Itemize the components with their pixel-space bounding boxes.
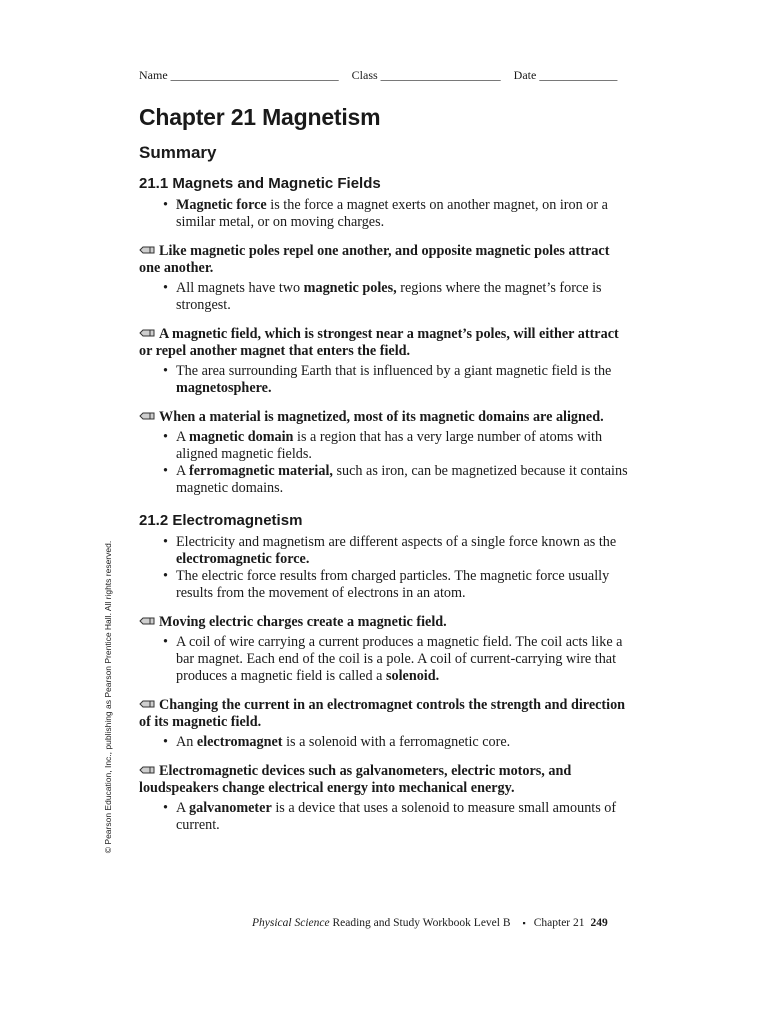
key-concept	[139, 326, 629, 360]
bullet-text: is a region that has a very large number of atoms with aligned magnetic fields.	[176, 429, 603, 462]
separator-dot: ▪	[522, 918, 526, 928]
bullet-text: Electricity and magnetism are different aspects of a single force known as the	[176, 534, 617, 550]
key-concept-text: Electromagnetic devices such as galvanometers, electric motors, and loudspeakers change electrical energy into mechanical energy.	[139, 763, 572, 796]
pencil-icon	[139, 329, 155, 337]
key-concept-text: When a material is magnetized, most of its magnetic domains are aligned.	[159, 409, 604, 425]
key-concept-text: Changing the current in an electromagnet controls the strength and direction of its magnetic field.	[139, 697, 626, 730]
bullet-text: The area surrounding Earth that is influenced by a giant magnetic field is the	[176, 363, 612, 379]
page-number: 249	[590, 917, 608, 929]
bullet-item	[139, 534, 629, 568]
term: ferromagnetic material,	[189, 463, 333, 479]
summary-heading: Summary	[139, 143, 217, 162]
bullet-text: The electric force results from charged particles. The magnetic force usually results from the movement of electrons in an atom.	[176, 568, 610, 601]
key-concept	[139, 243, 629, 277]
pencil-icon	[139, 412, 155, 420]
pencil-icon	[139, 766, 155, 774]
bullet-list	[139, 534, 629, 602]
key-concept	[139, 697, 629, 731]
bullet-text: is a device that uses a solenoid to measure small amounts of current.	[176, 800, 617, 833]
pencil-icon	[139, 617, 155, 625]
key-concept	[139, 409, 629, 426]
key-concept-text: Moving electric charges create a magnetic field.	[159, 614, 447, 630]
bullet-item	[139, 429, 629, 463]
chapter-label: Chapter 21	[533, 917, 585, 929]
term: electromagnet	[196, 734, 283, 750]
student-info-header	[139, 68, 639, 83]
bullet-text: such as iron, can be magnetized because it contains magnetic domains.	[176, 463, 628, 496]
chapter-title: Chapter 21 Magnetism	[139, 104, 381, 130]
copyright-sidebar	[98, 540, 118, 854]
bullet-text: An	[176, 734, 197, 750]
term: electromagnetic force.	[176, 551, 310, 567]
book-title-italic: Physical Science	[252, 917, 330, 929]
key-concept-text: Like magnetic poles repel one another, and opposite magnetic poles attract one another.	[139, 243, 610, 276]
bullet-text: A	[176, 800, 190, 816]
bullet-text: is the force a magnet exerts on another magnet, on iron or a similar metal, or on moving charges.	[176, 197, 608, 230]
bullet-text: A	[176, 463, 190, 479]
term: galvanometer	[189, 800, 272, 816]
bullet-list	[139, 634, 629, 685]
date-field: Date _____________	[513, 68, 618, 82]
bullet-item	[139, 568, 629, 602]
term: Magnetic force	[176, 197, 267, 213]
bullet-item	[139, 463, 629, 497]
key-concept	[139, 763, 629, 797]
summary-content	[139, 172, 629, 834]
bullet-item	[139, 197, 629, 231]
bullet-item	[139, 800, 629, 834]
key-concept-text: A magnetic field, which is strongest near a magnet’s poles, will either attract or repel another magnet that enters the field.	[139, 326, 619, 359]
section-heading: 21.1 Magnets and Magnetic Fields	[139, 175, 381, 192]
bullet-list	[139, 800, 629, 834]
bullet-text: regions where the magnet’s force is strongest.	[176, 280, 602, 313]
bullet-item	[139, 363, 629, 397]
bullet-list	[139, 280, 629, 314]
term: magnetic domain	[189, 429, 294, 445]
bullet-text: A coil of wire carrying a current produces a magnetic field. The coil acts like a bar magnet. Each end of the coil is a pole. A coil of current-carrying wire that produces a magnetic field is called a	[176, 634, 623, 684]
bullet-item	[139, 280, 629, 314]
bullet-list	[139, 734, 629, 751]
name-field: Name ____________________________	[139, 68, 339, 82]
bullet-list	[139, 429, 629, 497]
pencil-icon	[139, 700, 155, 708]
section-heading: 21.2 Electromagnetism	[139, 512, 303, 529]
term: magnetic poles,	[303, 280, 397, 296]
bullet-text: All magnets have two	[176, 280, 304, 296]
term: magnetosphere.	[176, 380, 272, 396]
bullet-list	[139, 197, 629, 231]
book-title: Reading and Study Workbook Level B	[329, 917, 511, 929]
pencil-icon	[139, 246, 155, 254]
bullet-item	[139, 734, 629, 751]
bullet-item	[139, 634, 629, 685]
term: solenoid.	[385, 668, 440, 684]
class-field: Class ____________________	[351, 68, 501, 82]
bullet-list	[139, 363, 629, 397]
page-footer	[252, 917, 608, 929]
bullet-text: is a solenoid with a ferromagnetic core.	[282, 734, 511, 750]
copyright-text: © Pearson Education, Inc., publishing as Pearson Prentice Hall. All rights reserved.	[103, 540, 113, 854]
key-concept	[139, 614, 629, 631]
bullet-text: A	[176, 429, 190, 445]
